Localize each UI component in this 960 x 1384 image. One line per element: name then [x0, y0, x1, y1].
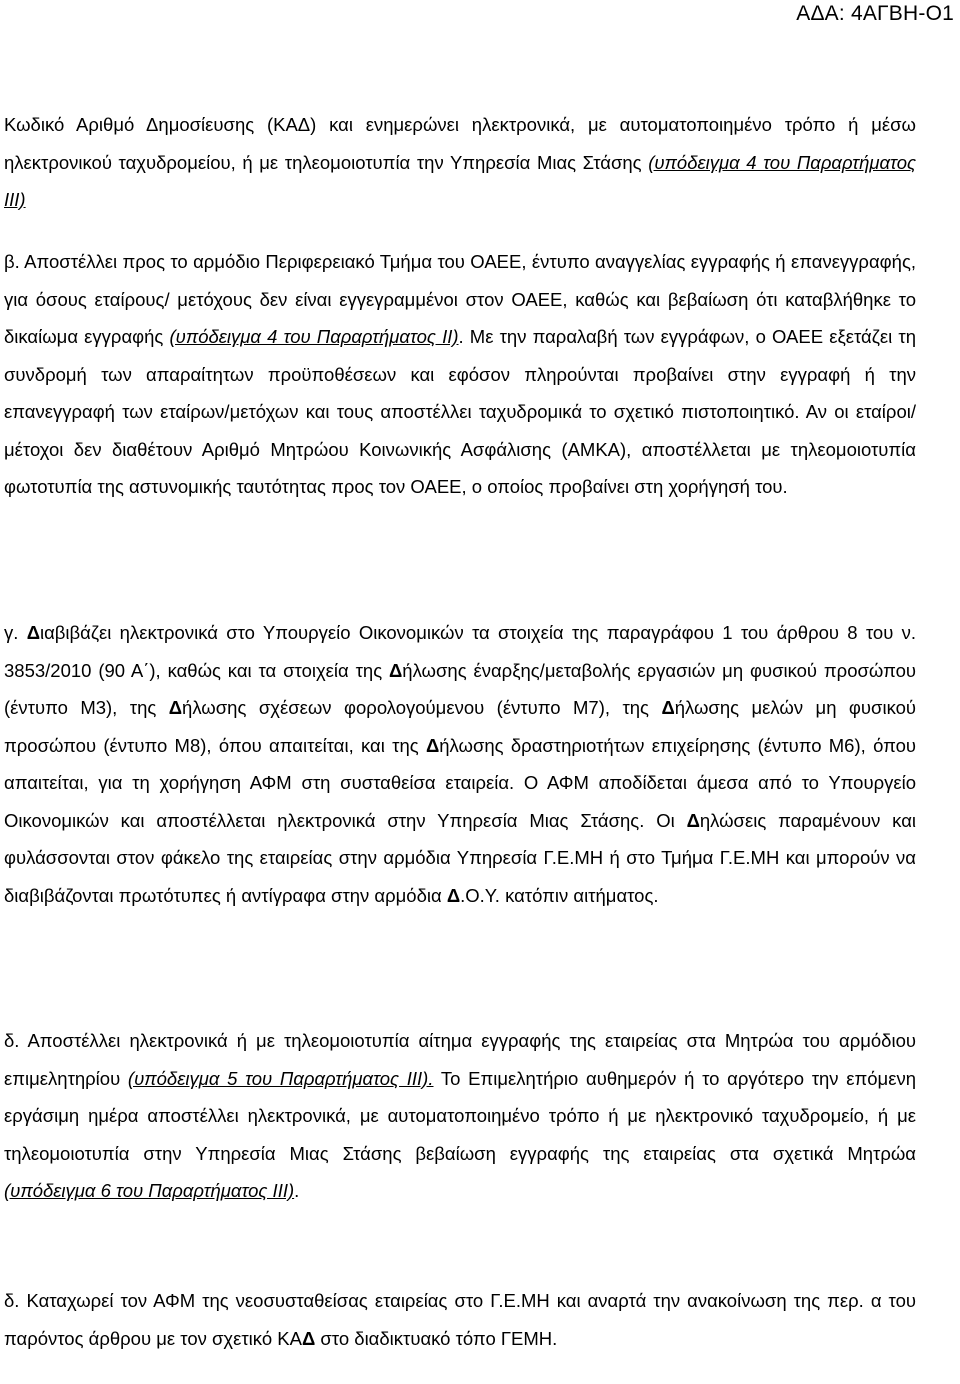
appendix-reference: (υπόδειγμα 5 του Παραρτήματος ΙΙΙ).	[127, 1067, 434, 1089]
bold-letter: Δ	[661, 697, 675, 718]
bold-letter: Δ	[425, 734, 440, 756]
bold-letter: Δ	[26, 622, 40, 643]
paragraph-text: ιαβιβάζει ηλεκτρονικά στο Υπουργείο Οικονομικών τα στοιχεία της παραγράφου 1 του άρθρου 8 του ν. 3853/2010 (90 Α΄), καθώς και τα στοιχεία της	[4, 622, 917, 681]
paragraph-text: ήλωσης δραστηριοτήτων επιχείρησης (έντυπο Μ6), όπου απαιτείται, για τη χορήγηση ΑΦΜ στη συσταθείσα εταιρεία. Ο ΑΦΜ αποδίδεται άμεσα από το Υπουργείο Οικονομικών και αποστέλλεται ηλεκτρονικά στην Υπηρεσία Μιας Στάσης. Οι	[4, 734, 916, 831]
paragraph-d2	[4, 1282, 916, 1357]
paragraph-text: β. Αποστέλλει προς το αρμόδιο Περιφερειακό Τμήμα του ΟΑΕΕ, έντυπο αναγγελίας εγγραφής ή επανεγγραφής, για όσους εταίρους/ μετόχους δεν είναι εγγεγραμμένοι στον ΟΑΕΕ, καθώς και βεβαίωση ότι καταβλήθηκε το δικαίωμα εγγραφής	[4, 251, 916, 347]
appendix-reference: (υπόδειγμα 4 του Παραρτήματος ΙΙΙ)	[4, 151, 916, 210]
appendix-reference: (υπόδειγμα 4 του Παραρτήματος ΙΙ)	[169, 326, 459, 347]
paragraph-c	[4, 614, 916, 914]
bold-letter: Δ	[301, 1327, 316, 1349]
paragraph-text: ήλωσης σχέσεων φορολογούμενου (έντυπο Μ7), της	[182, 697, 662, 718]
paragraph-text: ηλώσεις παραμένουν και φυλάσσονται στον φάκελο της εταιρείας στην αρμόδια Υπηρεσία Γ.Ε.ΜΗ ή στο Τμήμα Γ.Ε.ΜΗ και μπορούν να διαβιβάζονται πρωτότυπες ή αντίγραφα στην αρμόδια	[4, 809, 916, 906]
appendix-reference: (υπόδειγμα 6 του Παραρτήματος ΙΙΙ)	[4, 1180, 295, 1201]
paragraph-text: ήλωσης μελών μη φυσικού προσώπου (έντυπο Μ8), όπου απαιτείται, και της	[4, 697, 917, 756]
paragraph-d	[4, 1022, 916, 1210]
paragraph-text: Κωδικό Αριθμό Δημοσίευσης (ΚΑΔ) και ενημερώνει ηλεκτρονικά, με αυτοματοποιημένο τρόπο ή μέσω ηλεκτρονικού ταχυδρομείου, ή με τηλεομοιοτυπία την Υπηρεσία Μιας Στάσης	[4, 114, 916, 173]
paragraph-text: .	[294, 1180, 300, 1201]
bold-letter: Δ	[388, 659, 403, 681]
paragraph-text: Το Επιμελητήριο αυθημερόν ή το αργότερο την επόμενη εργάσιμη ημέρα αποστέλλει ηλεκτρονικά, με αυτοματοποιημένο τρόπο ή με ηλεκτρονικό ταχυδρομείο, ή με τηλεομοιοτυπία στην Υπηρεσία Μιας Στάσης βεβαίωση εγγραφής της εταιρείας στα σχετικά Μητρώα	[4, 1067, 917, 1164]
bold-letter: Δ	[446, 884, 461, 906]
bold-letter: Δ	[686, 809, 700, 831]
ada-identifier: ΑΔΑ: 4ΑΓΒΗ-Ο1	[796, 2, 954, 25]
paragraph-b	[4, 243, 916, 506]
paragraph-text: στο διαδικτυακό τόπο ΓΕΜΗ.	[315, 1327, 558, 1349]
bold-letter: Δ	[168, 697, 183, 718]
paragraph-text: ήλωσης έναρξης/μεταβολής εργασιών μη φυσικού προσώπου (έντυπο Μ3), της	[4, 659, 917, 718]
paragraph-text: .Ο.Υ. κατόπιν αιτήματος.	[460, 884, 659, 906]
paragraph-text: . Με την παραλαβή των εγγράφων, ο ΟΑΕΕ εξετάζει τη συνδρομή των απαραίτητων προϋποθέσεων και εφόσον πληρούνται προβαίνει στην εγγραφή ή την επανεγγραφή των εταίρων/μετόχων και τους αποστέλλει ταχυδρομικά το σχετικό πιστοποιητικό. Αν οι εταίροι/μέτοχοι δεν διαθέτουν Αριθμό Μητρώου Κοινωνικής Ασφάλισης (ΑΜΚΑ), αποστέλλεται με τηλεομοιοτυπία φωτοτυπία της αστυνομικής ταυτότητας προς τον ΟΑΕΕ, ο οποίος προβαίνει στη χορήγησή του.	[4, 326, 916, 497]
paragraph-text: γ.	[4, 622, 27, 643]
paragraph-continuation	[4, 106, 916, 219]
paragraph-text: δ. Καταχωρεί τον ΑΦΜ της νεοσυσταθείσας εταιρείας στο Γ.Ε.ΜΗ και αναρτά την ανακοίνωση της περ. α του παρόντος άρθρου με τον σχετικό ΚΑ	[4, 1290, 916, 1349]
paragraph-text: δ. Αποστέλλει ηλεκτρονικά ή με τηλεομοιοτυπία αίτημα εγγραφής της εταιρείας στα Μητρώα του αρμόδιου επιμελητηρίου	[4, 1030, 916, 1089]
